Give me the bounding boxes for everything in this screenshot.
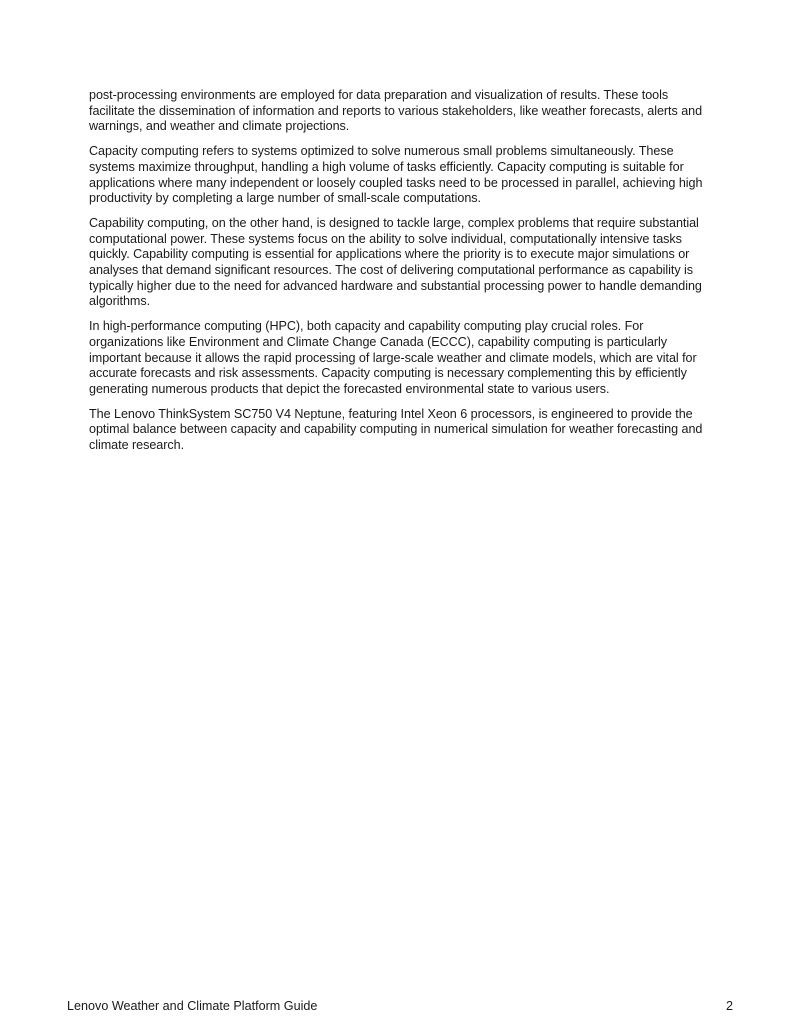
footer-page-number: 2 bbox=[725, 999, 733, 1013]
paragraph-thinksystem: The Lenovo ThinkSystem SC750 V4 Neptune, featuring Intel Xeon 6 processors, is engineered to provide the optimal balance between capacity and capability computing in numerical simulation for weather forecasting and climate research. bbox=[89, 406, 703, 453]
footer-document-title: Lenovo Weather and Climate Platform Guide bbox=[67, 999, 318, 1013]
document-body bbox=[89, 88, 717, 463]
paragraph-capacity-computing: Capacity computing refers to systems optimized to solve numerous small problems simultaneously. These systems maximize throughput, handling a high volume of tasks efficiently. Capacity computing is suitable for applications where many independent or loosely coupled tasks need to be processed in parallel, achieving high productivity by completing a large number of small-scale computations. bbox=[89, 144, 703, 206]
paragraph-post-processing: post-processing environments are employed for data preparation and visualization of results. These tools facilitate the dissemination of information and reports to various stakeholders, like weather forecasts, alerts and warnings, and weather and climate projections. bbox=[89, 88, 703, 134]
paragraph-capability-computing: Capability computing, on the other hand, is designed to tackle large, complex problems that require substantial computational power. These systems focus on the ability to solve individual, computationally intensive tasks quickly. Capability computing is essential for applications where the priority is to execute major simulations or analyses that demand significant resources. The cost of delivering computational performance as capability is typically higher due to the need for advanced hardware and substantial processing power to handle demanding algorithms. bbox=[89, 215, 702, 309]
paragraph-hpc-roles: In high-performance computing (HPC), both capacity and capability computing play crucial roles. For organizations like Environment and Climate Change Canada (ECCC), capability computing is particularly important because it allows the rapid processing of large-scale weather and climate models, which are vital for accurate forecasts and risk assessments. Capacity computing is necessary complementing this by efficiently generating numerous products that depict the forecasted environmental state to various users. bbox=[89, 319, 697, 396]
